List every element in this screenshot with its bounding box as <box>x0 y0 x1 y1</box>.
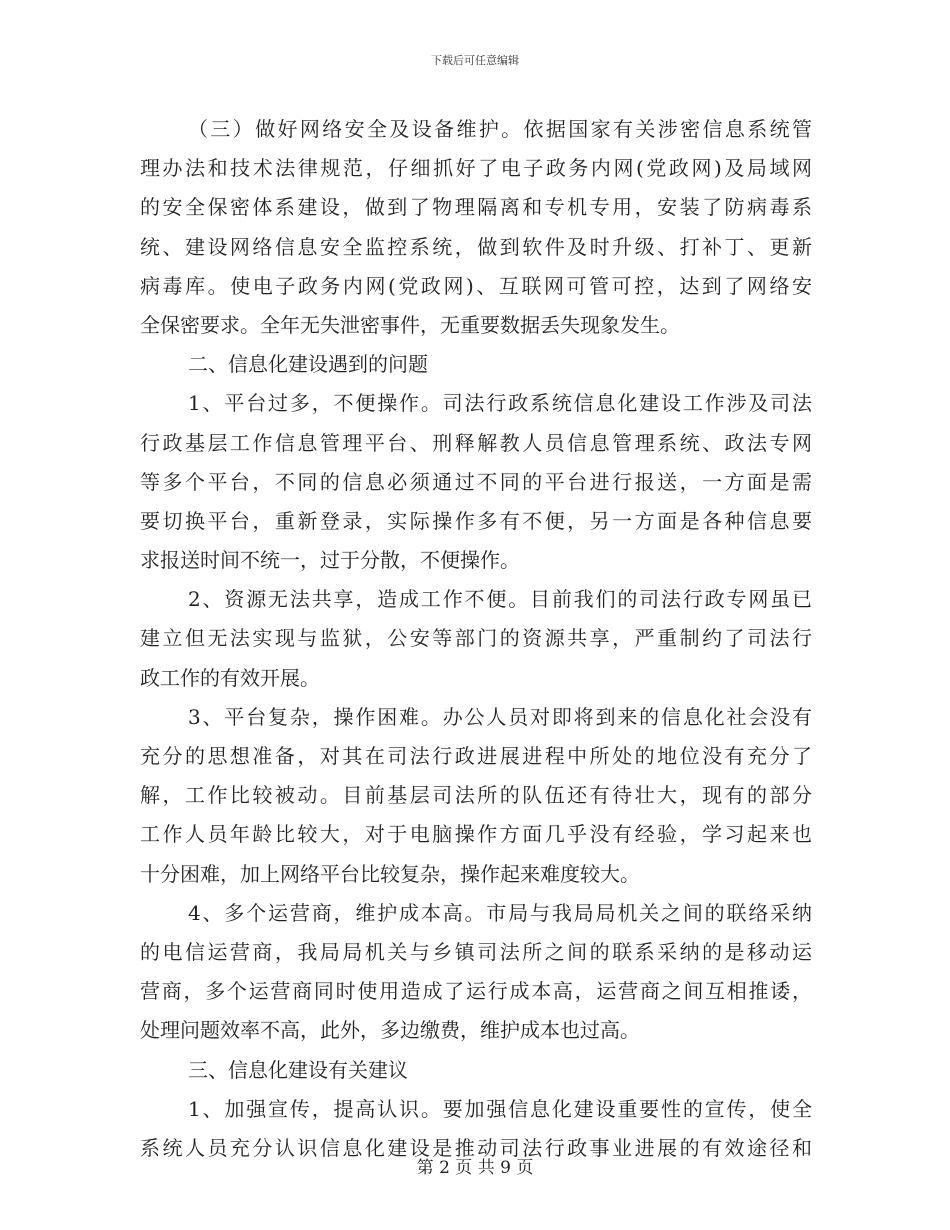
body-line: 的安全保密体系建设，做到了物理隔离和专机专用，安装了防病毒系 <box>140 195 812 220</box>
body-line: 充分的思想准备，对其在司法行政进展进程中所处的地位没有充分了 <box>140 744 812 768</box>
body-line: 处理问题效率不高，此外，多边缴费，维护成本也过高。 <box>140 1018 640 1043</box>
body-line: 营商，多个运营商同时使用造成了运行成本高，运营商之间互相推诿， <box>140 979 812 1004</box>
body-line: 1、平台过多，不便操作。司法行政系统信息化建设工作涉及司法 <box>188 391 812 416</box>
body-line: 十分困难，加上网络平台比较复杂，操作起来难度较大。 <box>140 861 640 886</box>
body-line: 1、加强宣传，提高认识。要加强信息化建设重要性的宣传，使全 <box>188 1096 812 1121</box>
body-line: 要切换平台，重新登录，实际操作多有不便，另一方面是各种信息要 <box>140 508 812 533</box>
body-line: 等多个平台，不同的信息必须通过不同的平台进行报送，一方面是需 <box>140 469 812 494</box>
body-line: 4、多个运营商，维护成本高。市局与我局局机关之间的联络采纳 <box>188 900 812 925</box>
body-line: 工作人员年龄比较大，对于电脑操作方面几乎没有经验，学习起来也 <box>140 822 812 847</box>
body-line: （三）做好网络安全及设备维护。依据国家有关涉密信息系统管 <box>188 117 812 141</box>
body-line: 系统人员充分认识信息化建设是推动司法行政事业进展的有效途径和 <box>140 1135 812 1160</box>
body-line: 3、平台复杂，操作困难。办公人员对即将到来的信息化社会没有 <box>188 704 812 729</box>
section-heading: 二、信息化建设遇到的问题 <box>188 352 428 377</box>
body-line: 2、资源无法共享，造成工作不便。目前我们的司法行政专网虽已 <box>188 587 812 612</box>
page-header: 下载后可任意编辑 <box>431 54 519 67</box>
document-body <box>140 110 812 1168</box>
section-heading: 三、信息化建设有关建议 <box>188 1057 408 1082</box>
body-line: 政工作的有效开展。 <box>140 665 320 690</box>
body-line: 解，工作比较被动。目前基层司法所的队伍还有待壮大，现有的部分 <box>140 783 812 808</box>
body-line: 的电信运营商，我局局机关与乡镇司法所之间的联系采纳的是移动运 <box>140 939 812 964</box>
body-line: 行政基层工作信息管理平台、刑释解教人员信息管理系统、政法专网 <box>140 430 812 455</box>
body-line: 病毒库。使电子政务内网(党政网)、互联网可管可控，达到了网络安 <box>140 273 812 298</box>
body-line: 求报送时间不统一，过于分散，不便操作。 <box>140 548 520 573</box>
page-footer: 第 2 页 共 9 页 <box>416 1158 534 1178</box>
body-line: 统、建设网络信息安全监控系统，做到软件及时升级、打补丁、更新 <box>140 234 812 259</box>
body-line: 全保密要求。全年无失泄密事件，无重要数据丢失现象发生。 <box>140 312 680 337</box>
body-line: 建立但无法实现与监狱，公安等部门的资源共享，严重制约了司法行 <box>140 626 812 651</box>
body-line: 理办法和技术法律规范，仔细抓好了电子政务内网(党政网)及局域网 <box>140 156 812 181</box>
